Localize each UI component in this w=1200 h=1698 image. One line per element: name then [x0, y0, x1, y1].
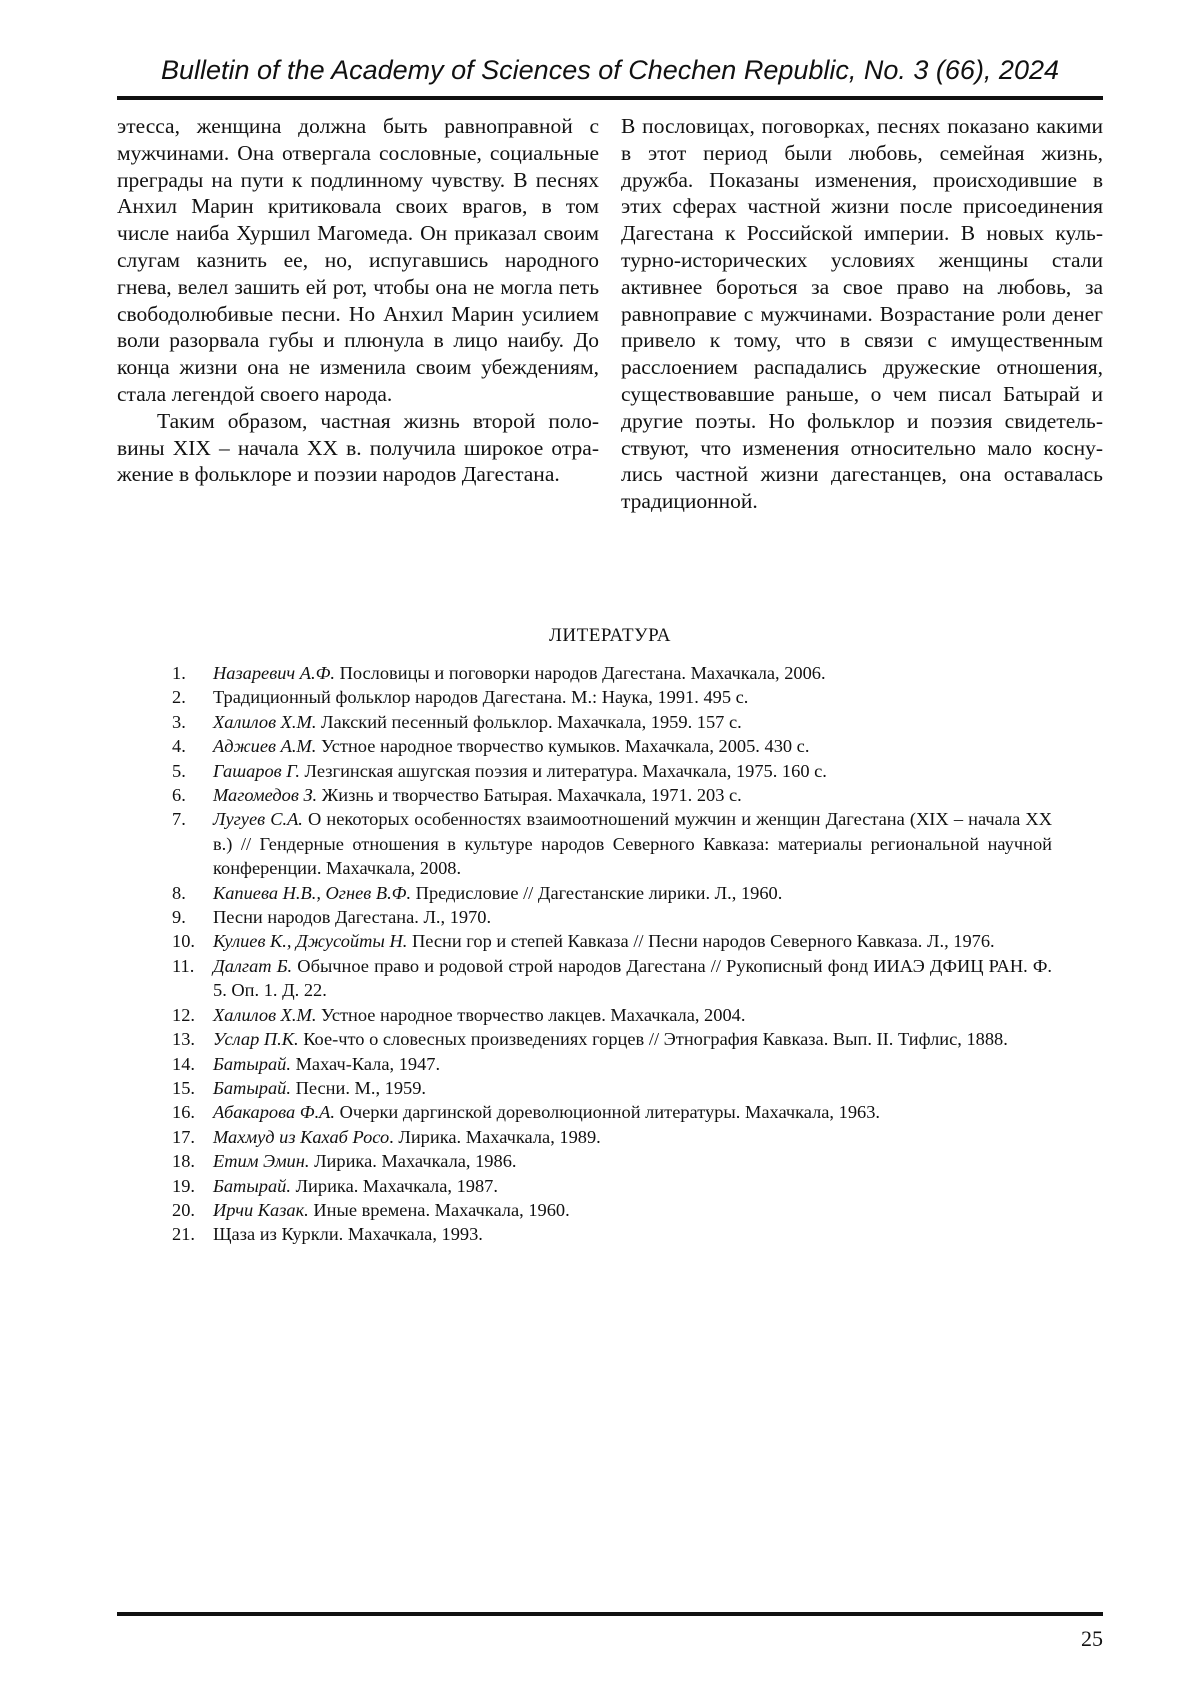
left-column — [117, 113, 599, 515]
reference-number: 5. — [172, 760, 186, 781]
reference-author: Батырай. — [213, 1077, 291, 1098]
reference-number: 21. — [172, 1224, 195, 1245]
reference-text: Махач-Кала, 1947. — [290, 1053, 441, 1074]
footer-rule — [117, 1612, 1103, 1616]
reference-author: Лугуев С.А. — [213, 809, 303, 830]
reference-text: О некоторых особенностях взаимоотношений мужчин и женщин Дагестана (XIX – начала XX в.) // Гендерные отношения в культуре народов Северного Кавказа: материалы региональной научной конференции. Махачкала, 2008. — [213, 809, 1052, 879]
reference-author: Назаревич А.Ф. — [213, 663, 335, 683]
reference-number: 7. — [172, 809, 186, 830]
reference-text: Лирика. Махачкала, 1987. — [290, 1175, 498, 1196]
reference-item — [172, 759, 1052, 783]
reference-item — [172, 954, 1052, 1003]
reference-item — [172, 905, 1052, 929]
reference-number: 2. — [172, 687, 186, 708]
reference-text: Пословицы и поговорки народов Дагестана. Махачкала, 2006. — [334, 663, 826, 683]
reference-item — [172, 807, 1052, 880]
reference-text: Песни. М., 1959. — [290, 1077, 427, 1098]
paragraph: Таким образом, частная жизнь второй половины XIX – начала XX в. получила широкое отражение в фольклоре и поэзии народов Дагестана. — [117, 408, 599, 487]
reference-number: 11. — [172, 955, 195, 976]
reference-number: 17. — [172, 1126, 195, 1147]
reference-author: Далгат Б. — [213, 955, 293, 976]
reference-number: 9. — [172, 907, 186, 928]
reference-item — [172, 1027, 1052, 1051]
reference-author: Батырай. — [213, 1175, 291, 1196]
reference-text: Иные времена. Махачкала, 1960. — [308, 1199, 570, 1220]
reference-item — [172, 661, 1052, 685]
reference-number: 18. — [172, 1151, 195, 1172]
reference-text: . Лирика. Махачкала, 1989. — [389, 1126, 601, 1147]
reference-text: Щаза из Куркли. Махачкала, 1993. — [213, 1224, 483, 1245]
reference-item — [172, 881, 1052, 905]
reference-item — [172, 1100, 1052, 1124]
reference-author: Абакарова Ф.А. — [213, 1102, 335, 1123]
body-columns — [117, 113, 1103, 515]
reference-number: 15. — [172, 1077, 195, 1098]
reference-text: Лакский песенный фольклор. Махачкала, 1959. 157 с. — [316, 711, 742, 732]
reference-item — [172, 1052, 1052, 1076]
reference-text: Песни гор и степей Кавказа // Песни народов Северного Кавказа. Л., 1976. — [407, 931, 995, 952]
reference-item — [172, 1198, 1052, 1222]
reference-text: Лезгинская ашугская поэзия и литература. Махачкала, 1975. 160 с. — [299, 760, 827, 781]
references-list — [172, 661, 1052, 1247]
reference-number: 12. — [172, 1004, 195, 1025]
reference-author: Капиева Н.В., Огнев В.Ф. — [213, 882, 412, 903]
reference-number: 13. — [172, 1029, 195, 1050]
reference-author: Гашаров Г. — [213, 760, 300, 781]
reference-author: Ирчи Казак. — [213, 1199, 309, 1220]
reference-item — [172, 685, 1052, 709]
reference-number: 8. — [172, 882, 186, 903]
reference-number: 3. — [172, 711, 186, 732]
header-rule — [117, 96, 1103, 100]
reference-item — [172, 1003, 1052, 1027]
reference-text: Традиционный фольклор народов Дагестана. М.: Наука, 1991. 495 с. — [213, 687, 749, 708]
reference-author: Кулиев К., Джусойты Н. — [213, 931, 408, 952]
reference-text: Лирика. Махачкала, 1986. — [309, 1151, 517, 1172]
reference-number: 20. — [172, 1199, 195, 1220]
reference-number: 1. — [172, 663, 186, 683]
reference-text: Обычное право и родовой строй народов Дагестана // Рукописный фонд ИИАЭ ДФИЦ РАН. Ф. 5. Оп. 1. Д. 22. — [213, 955, 1052, 1001]
reference-number: 14. — [172, 1053, 195, 1074]
right-column — [621, 113, 1103, 515]
reference-text: Кое-что о словесных произведениях горцев // Этнография Кавказа. Вып. II. Тифлис, 1888. — [298, 1029, 1008, 1050]
reference-item — [172, 734, 1052, 758]
reference-item — [172, 1149, 1052, 1173]
reference-author: Махмуд из Кахаб Росо — [213, 1126, 390, 1147]
reference-item — [172, 1174, 1052, 1198]
reference-text: Жизнь и творчество Батырая. Махачкала, 1971. 203 с. — [317, 785, 742, 806]
running-title: Bulletin of the Academy of Sciences of Chechen Republic, No. 3 (66), 2024 — [160, 55, 1059, 85]
reference-item — [172, 1125, 1052, 1149]
reference-text: Очерки даргинской дореволюционной литературы. Махачкала, 1963. — [335, 1102, 881, 1123]
reference-author: Батырай. — [213, 1053, 291, 1074]
reference-item — [172, 929, 1052, 953]
reference-author: Аджиев А.М. — [213, 736, 317, 757]
reference-author: Халилов Х.М. — [213, 1004, 317, 1025]
reference-number: 19. — [172, 1175, 195, 1196]
reference-author: Халилов Х.М. — [213, 711, 317, 732]
paragraph: этесса, женщина должна быть равноправной с мужчинами. Она отвергала сословные, социальные преграды на пути к подлинному чувству. В песнях Анхил Марин критиковала своих врагов, в том числе наиба Хуршил Магомеда. Он приказал своим слугам казнить ее, но, испугавшись народного гнева, велел зашить ей рот, чтобы она не могла петь свободолюбивые песни. Но Анхил Марин усилием воли разорвала губы и плюнула в лицо наибу. До конца жизни она не изменила своим убеждениям, стала легендой своего народа. — [117, 114, 599, 406]
reference-text: Песни народов Дагестана. Л., 1970. — [213, 907, 492, 928]
references-title: ЛИТЕРАТУРА — [549, 625, 671, 646]
paragraph: В пословицах, поговорках, песнях показано какими в этот период были любовь, семейная жизнь, дружба. Показаны изменения, происходившие в этих сферах частной жизни после присоединения Дагестана к Российской империи. В новых культурно-исторических условиях женщины стали активнее бороться за свое право на любовь, за равноправие с мужчинами. Возрастание роли денег привело к тому, что в связи с имущественным расслоением распадались дружеские отношения, существовавшие раньше, о чем писал Батырай и другие поэты. Но фольклор и поэзия свидетельствуют, что изменения относительно мало коснулись частной жизни дагестанцев, она оставалась традиционной. — [621, 114, 1103, 514]
reference-item — [172, 710, 1052, 734]
reference-item — [172, 1222, 1052, 1246]
reference-author: Магомедов З. — [213, 785, 318, 806]
reference-text: Устное народное творчество лакцев. Махачкала, 2004. — [316, 1004, 746, 1025]
reference-text: Предисловие // Дагестанские лирики. Л., 1960. — [411, 882, 783, 903]
reference-author: Услар П.К. — [213, 1029, 299, 1050]
reference-number: 16. — [172, 1102, 195, 1123]
reference-text: Устное народное творчество кумыков. Махачкала, 2005. 430 с. — [316, 736, 810, 757]
reference-item — [172, 783, 1052, 807]
reference-author: Етим Эмин. — [213, 1151, 310, 1172]
reference-item — [172, 1076, 1052, 1100]
page-number: 25 — [1081, 1626, 1103, 1651]
reference-number: 6. — [172, 785, 186, 806]
reference-number: 10. — [172, 931, 195, 952]
reference-number: 4. — [172, 736, 186, 757]
